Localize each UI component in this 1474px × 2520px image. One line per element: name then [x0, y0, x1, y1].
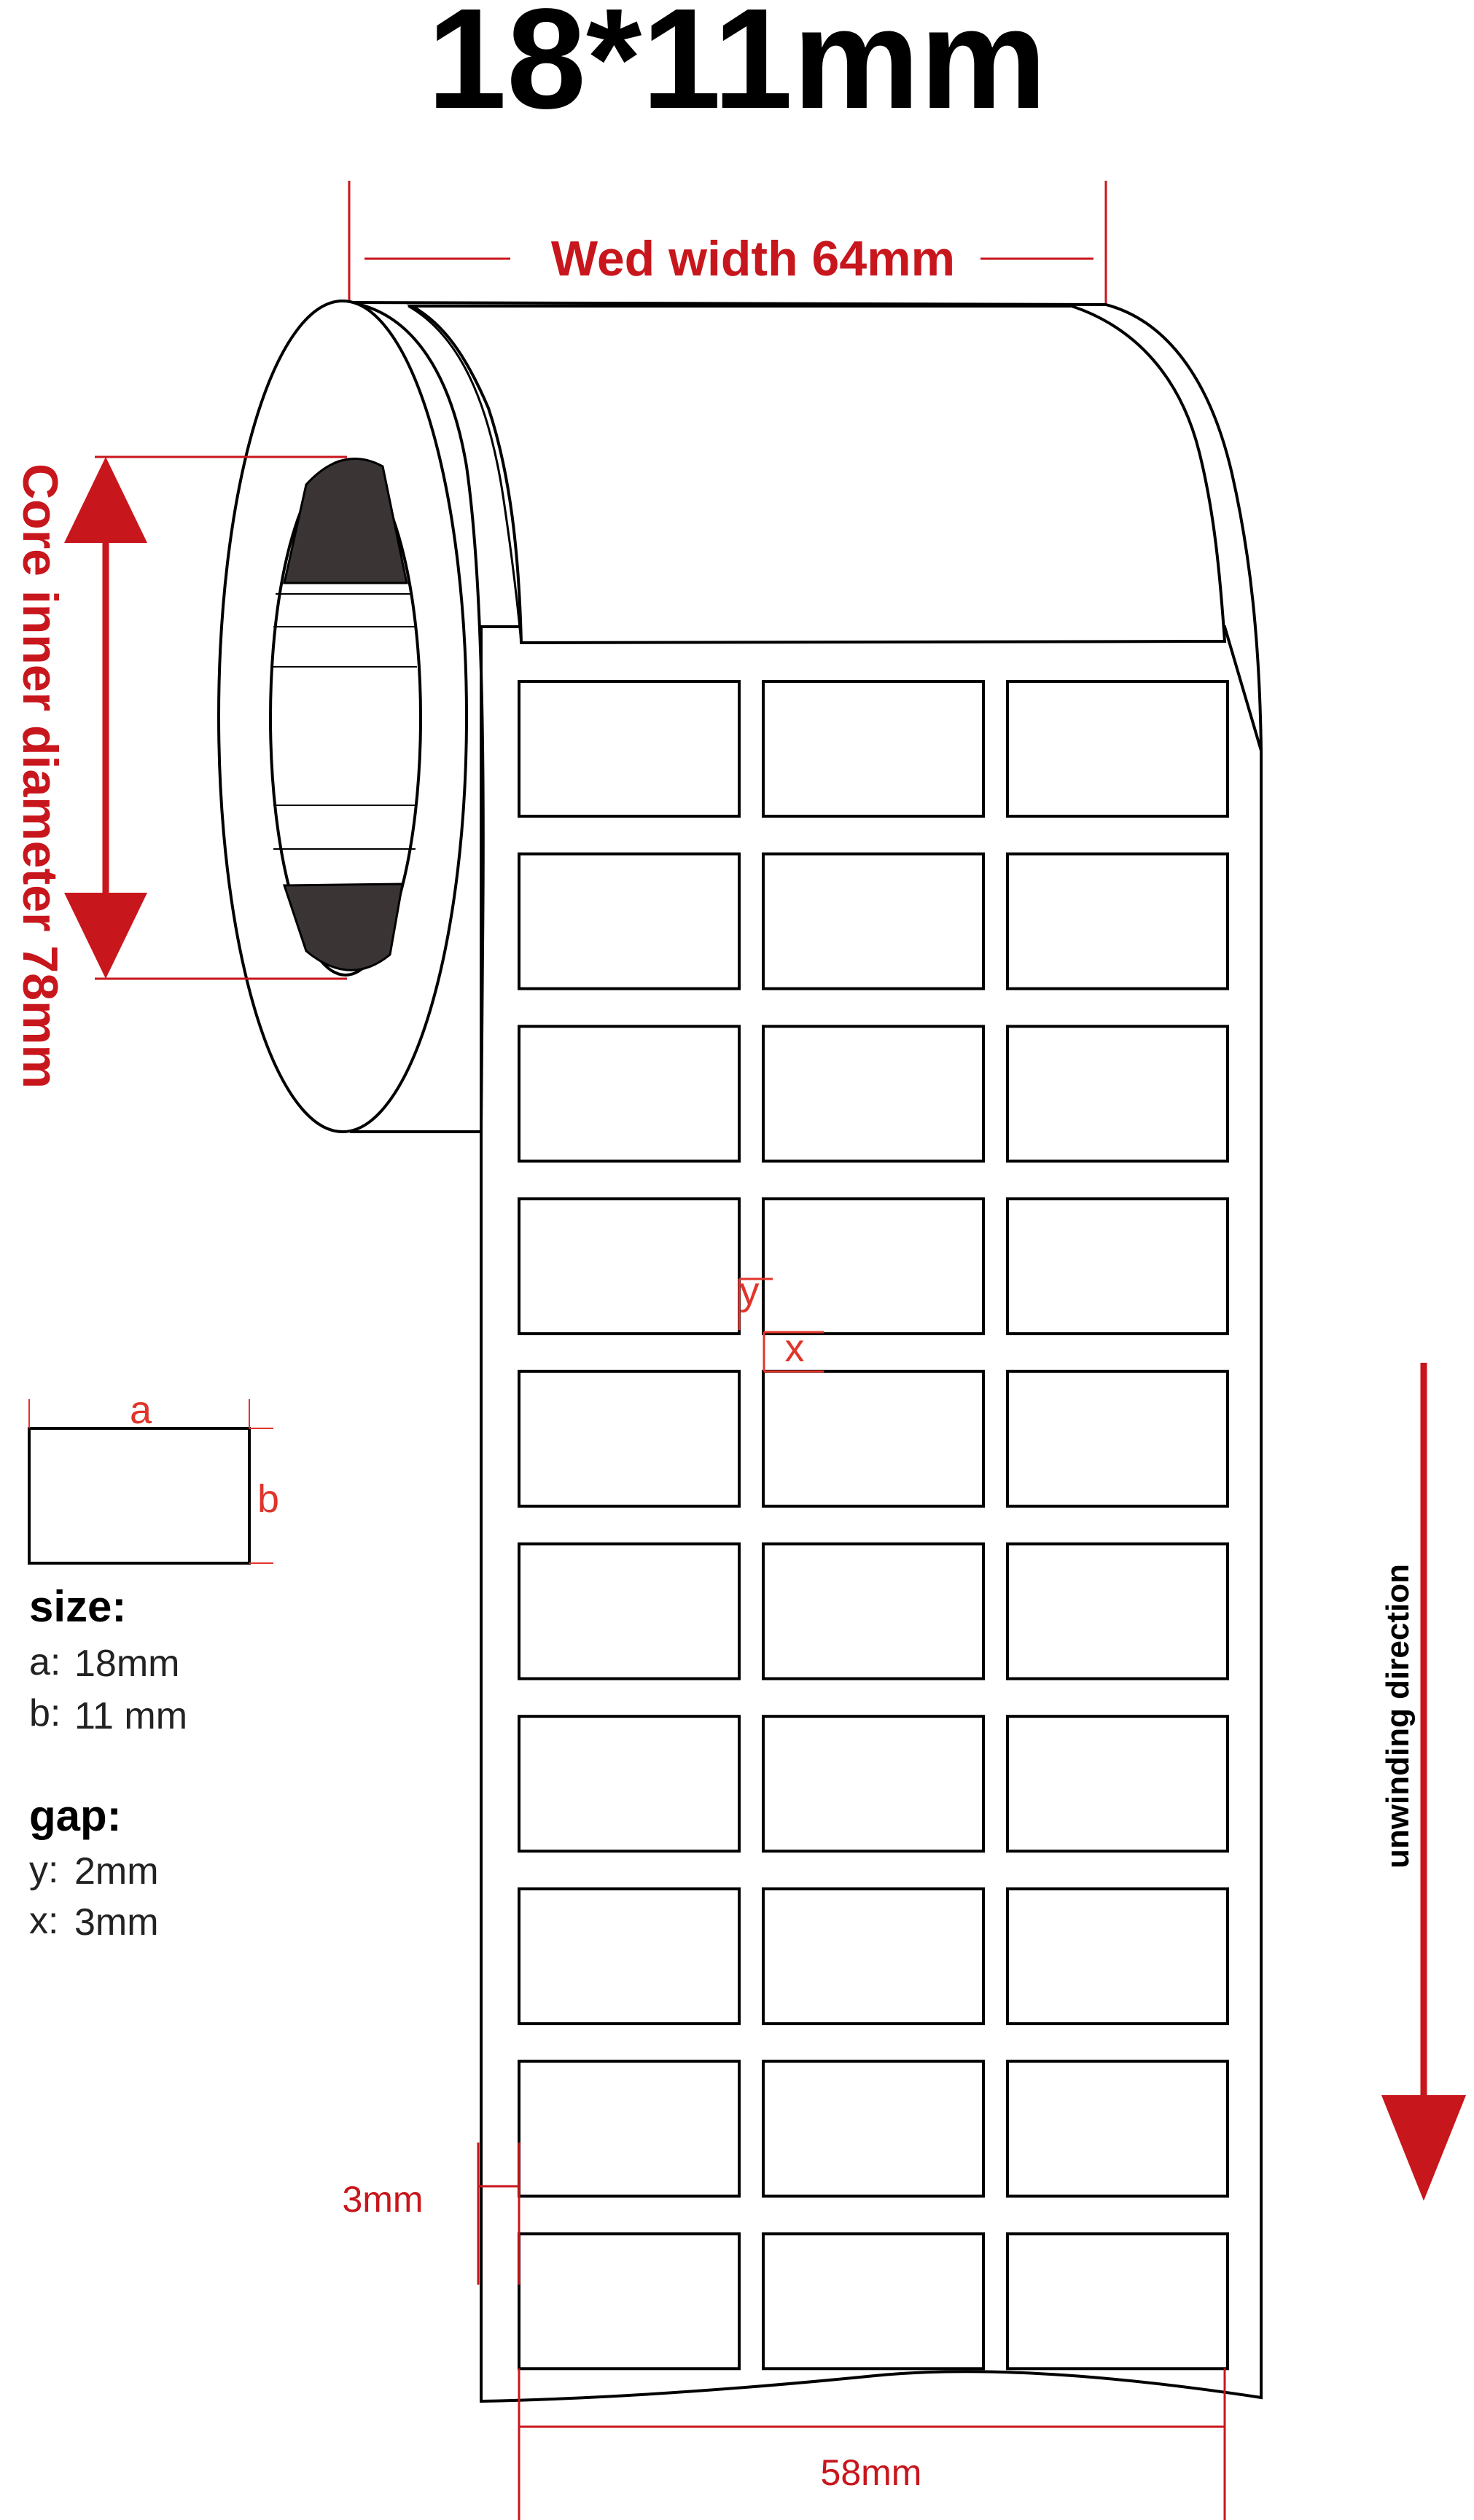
web-width-dimension [349, 181, 1106, 306]
page-title: 18*11mm [426, 0, 1048, 138]
web-width-label: Wed width 64mm [550, 231, 956, 286]
label-width-label: 58mm [820, 2452, 922, 2493]
label-cell [519, 2062, 739, 2196]
label-cell [519, 1371, 739, 1506]
label-cell [763, 1026, 983, 1161]
label-cell [1007, 1371, 1228, 1506]
label-cell [1007, 1026, 1228, 1161]
gap-x-key: x: [29, 1900, 59, 1942]
size-a-value: 18mm [74, 1643, 180, 1685]
label-cell [763, 1544, 983, 1679]
label-cell [519, 1544, 739, 1679]
gap-x-marker: x [784, 1326, 805, 1370]
label-cell [519, 1889, 739, 2024]
label-cell [1007, 1889, 1228, 2024]
label-cell [1007, 2062, 1228, 2196]
label-cell [1007, 1199, 1228, 1334]
roll-core [219, 301, 481, 1132]
label-cell [1007, 1544, 1228, 1679]
size-legend-diagram [29, 1388, 279, 1563]
size-a-key: a: [29, 1641, 61, 1683]
label-cell [519, 1716, 739, 1851]
label-cell [763, 2062, 983, 2196]
label-cell [1007, 1716, 1228, 1851]
label-cell [1007, 2234, 1228, 2368]
size-legend-text [29, 1582, 187, 1944]
label-cell [1007, 854, 1228, 989]
size-heading: size: [29, 1582, 127, 1631]
size-b-key: b: [29, 1692, 61, 1734]
gap-y-value: 2mm [74, 1850, 159, 1893]
roll-top-surface [412, 306, 1225, 643]
label-cell [763, 1716, 983, 1851]
unwinding-direction [1380, 1363, 1466, 2201]
label-cell [519, 2234, 739, 2368]
core-diameter-label: Core inner diameter 78mm [12, 463, 68, 1089]
gap-y-marker: y [739, 1269, 760, 1313]
gap-heading: gap: [29, 1791, 122, 1840]
legend-dim-a: a [129, 1388, 152, 1432]
legend-dim-b: b [257, 1477, 280, 1521]
label-cell [763, 681, 983, 816]
label-cell [763, 854, 983, 989]
label-cell [763, 1199, 983, 1334]
label-cell [763, 2234, 983, 2368]
unwinding-direction-label: unwinding direction [1380, 1564, 1416, 1869]
label-cell [519, 1199, 739, 1334]
gap-y-key: y: [29, 1849, 59, 1891]
size-b-value: 11 mm [74, 1695, 188, 1737]
label-cell [519, 854, 739, 989]
label-cell [763, 1889, 983, 2024]
label-cell [1007, 681, 1228, 816]
side-margin-label: 3mm [342, 2179, 424, 2220]
label-cell [763, 1371, 983, 1506]
label-cell [519, 1026, 739, 1161]
gap-x-value: 3mm [74, 1901, 159, 1944]
label-cell [519, 681, 739, 816]
